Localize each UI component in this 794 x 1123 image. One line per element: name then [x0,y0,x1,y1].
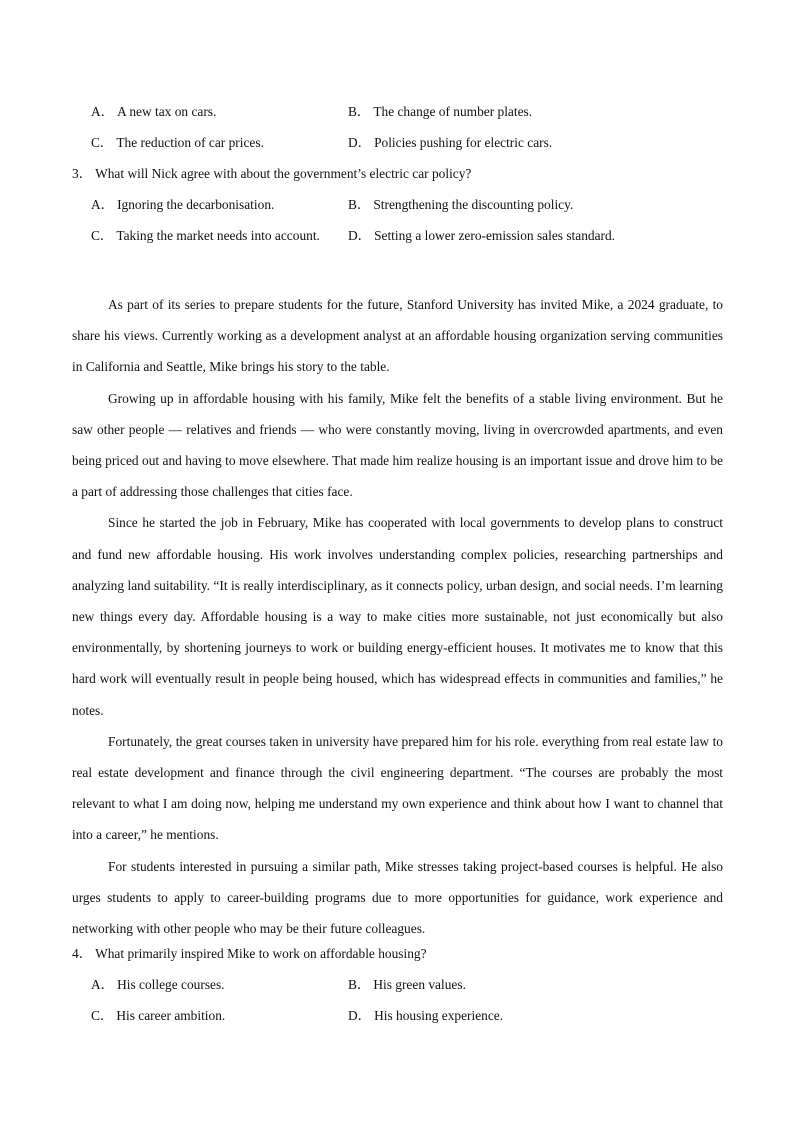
q4-option-d-letter: D． [348,1008,372,1023]
q2-options-row-2 [91,133,731,153]
q3-option-d [348,226,615,246]
q2-option-a-text: A new tax on cars. [117,104,217,119]
q4-option-d-text: His housing experience. [374,1008,504,1023]
q4-option-d [348,1006,503,1026]
q4-option-c-letter: C． [91,1008,114,1023]
reading-passage [72,289,723,944]
q3-option-d-text: Setting a lower zero-emission sales standard. [374,228,616,243]
q2-option-b [348,102,532,122]
q3-option-b-text: Strengthening the discounting policy. [373,197,574,212]
q4-option-a [91,975,225,995]
q4-options-row-1 [91,975,731,995]
q4-option-a-text: His college courses. [117,977,225,992]
passage-paragraph-4: Fortunately, the great courses taken in university have prepared him for his role. everything from real estate law to real estate development and finance through the civil engineering department. “The courses are probably the most relevant to what I am doing now, helping me understand my own experience and think about how I want to channel that into a career,” he mentions. [72,733,723,843]
q3-option-c [91,226,320,246]
q3-option-a [91,195,274,215]
q2-option-b-letter: B． [348,104,371,119]
q4-number: 4． [72,946,93,961]
q3-options-row-1 [91,195,731,215]
q4-options-row-2 [91,1006,731,1026]
q2-options-row-1 [91,102,731,122]
q3-option-c-letter: C． [91,228,114,243]
q2-option-c-letter: C． [91,135,114,150]
q2-option-c [91,133,264,153]
q3-options-row-2 [91,226,731,246]
q3-option-a-text: Ignoring the decarbonisation. [117,197,275,212]
q2-option-a-letter: A． [91,104,115,119]
q3-option-c-text: Taking the market needs into account. [116,228,320,243]
q4-option-b [348,975,466,995]
q4-option-b-text: His green values. [373,977,466,992]
q4-option-b-letter: B． [348,977,371,992]
q3-stem [72,164,723,184]
q4-stem [72,944,723,964]
q2-option-d-text: Policies pushing for electric cars. [374,135,553,150]
q3-option-b [348,195,573,215]
passage-paragraph-2: Growing up in affordable housing with his family, Mike felt the benefits of a stable living environment. But he saw other people — relatives and friends — who were constantly moving, living in overcrowded apartments, and even being priced out and having to move elsewhere. That made him realize housing is an important issue and drove him to be a part of addressing those challenges that cities face. [72,390,723,500]
q3-option-a-letter: A． [91,197,115,212]
q3-option-d-letter: D． [348,228,372,243]
q3-text: What will Nick agree with about the government’s electric car policy? [95,166,472,181]
q2-option-c-text: The reduction of car prices. [116,135,264,150]
q4-option-c-text: His career ambition. [116,1008,226,1023]
q4-text: What primarily inspired Mike to work on affordable housing? [95,946,427,961]
q2-option-d [348,133,552,153]
q4-option-c [91,1006,225,1026]
passage-paragraph-5: For students interested in pursuing a similar path, Mike stresses taking project-based courses is helpful. He also urges students to apply to career-building programs due to more opportunities for guidance, work experience and networking with other people who may be their future colleagues. [72,858,723,937]
q2-option-d-letter: D． [348,135,372,150]
passage-paragraph-3: Since he started the job in February, Mike has cooperated with local governments to develop plans to construct and fund new affordable housing. His work involves understanding complex policies, researching partnerships and analyzing land suitability. “It is really interdisciplinary, as it connects policy, urban design, and social needs. I’m learning new things every day. Affordable housing is a way to make cities more sustainable, not just economically but also environmentally, by shortening journeys to work or building energy-efficient houses. It motivates me to know that this hard work will eventually result in people being housed, which has widespread effects in communities and families,” he notes. [72,515,723,718]
q3-number: 3． [72,166,93,181]
q4-option-a-letter: A． [91,977,115,992]
q3-option-b-letter: B． [348,197,371,212]
q2-option-b-text: The change of number plates. [373,104,533,119]
passage-paragraph-1: As part of its series to prepare students for the future, Stanford University has invited Mike, a 2024 graduate, to share his views. Currently working as a development analyst at an affordable housing organization serving communities in California and Seattle, Mike brings his story to the table. [72,297,723,375]
q2-option-a [91,102,216,122]
